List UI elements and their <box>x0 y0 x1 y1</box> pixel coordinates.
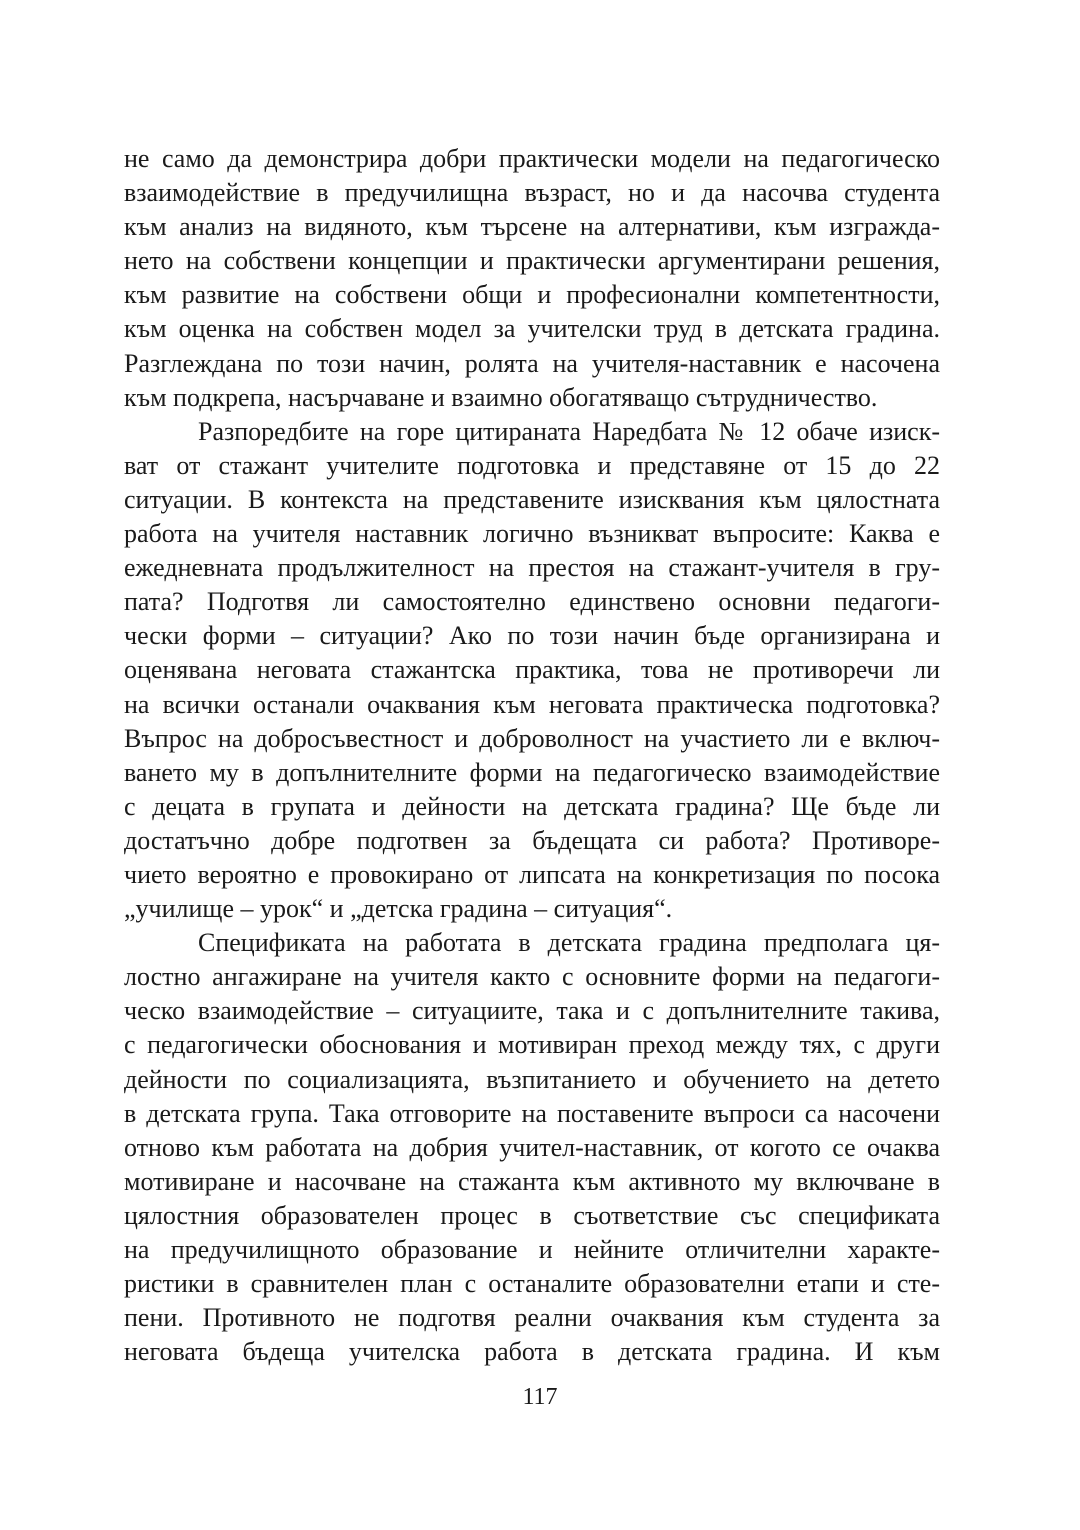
text-line: нето на собствени концепции и практически аргументирани решения, <box>124 246 940 276</box>
page-number: 117 <box>522 1384 558 1410</box>
text-line: Разглеждана по този начин, ролята на учителя-наставник е насочена <box>124 348 940 378</box>
text-line: „училище – урок“ и „детска градина – ситуация“. <box>124 894 673 924</box>
text-line: към развитие на собствени общи и професионални компетентности, <box>124 280 940 310</box>
text-line: достатъчно добре подготвен за бъдещата си работа? Противоре- <box>124 825 940 855</box>
text-line: неговата бъдеща учителска работа в детската градина. И към <box>124 1337 940 1367</box>
text-line: Разпоредбите на горе цитираната Наредбата № 12 обаче изиск- <box>198 416 940 446</box>
text-line: отново към работата на добрия учител-наставник, от когото се очаква <box>124 1132 940 1162</box>
text-line: ежедневната продължителност на престоя на стажант-учителя в гру- <box>124 553 940 583</box>
text-line: дейности по социализацията, възпитанието и обучението на детето <box>124 1064 940 1094</box>
text-line: работа на учителя наставник логично възникват въпросите: Каква е <box>124 519 940 549</box>
text-line: оценявана неговата стажантска практика, това не противоречи ли <box>124 655 940 685</box>
text-line: ват от стажант учителите подготовка и представяне от 15 до 22 <box>124 450 940 480</box>
text-line: на всички останали очаквания към неговата практическа подготовка? <box>124 689 940 719</box>
text-line: чески форми – ситуации? Ако по този начин бъде организирана и <box>124 621 940 651</box>
text-line: към подкрепа, насърчаване и взаимно обогатяващо сътрудничество. <box>124 382 878 412</box>
text-line: към анализ на видяното, към търсене на алтернативи, към изгражда- <box>124 212 940 242</box>
text-line: ситуации. В контекста на представените изисквания към цялостната <box>124 484 940 514</box>
body-text <box>124 142 940 1369</box>
text-line: чието вероятно е провокирано от липсата на конкретизация по посока <box>124 859 940 889</box>
text-line: в детската група. Така отговорите на поставените въпроси са насочени <box>124 1098 940 1128</box>
text-line: Въпрос на добросъвестност и доброволност на участието ли е включ- <box>124 723 940 753</box>
text-line: към оценка на собствен модел за учителски труд в детската градина. <box>124 314 940 344</box>
text-line: не само да демонстрира добри практически модели на педагогическо <box>124 144 940 173</box>
text-line: взаимодействие в предучилищна възраст, но и да насочва студента <box>124 178 940 208</box>
text-line: цялостния образователен процес в съответствие със спецификата <box>124 1200 940 1230</box>
text-line: мотивиране и насочване на стажанта към активното му включване в <box>124 1166 940 1196</box>
text-line: пата? Подготвя ли самостоятелно единствено основни педагоги- <box>124 587 940 617</box>
text-line: лостно ангажиране на учителя както с основните форми на педагоги- <box>124 962 940 992</box>
text-line: ристики в сравнителен план с останалите образователни етапи и сте- <box>124 1269 940 1299</box>
text-line: ването му в допълнителните форми на педагогическо взаимодействие <box>124 757 940 787</box>
text-line: на предучилищното образование и нейните отличителни характе- <box>124 1235 940 1264</box>
text-line: пени. Противното не подготвя реални очаквания към студента за <box>124 1303 940 1333</box>
text-line: ческо взаимодействие – ситуациите, така и с допълнителните такива, <box>124 996 940 1026</box>
text-line: Спецификата на работата в детската градина предполага ця- <box>198 928 940 958</box>
text-line: с децата в групата и дейности на детската градина? Ще бъде ли <box>124 791 940 821</box>
text-line: с педагогически обоснования и мотивиран преход между тях, с други <box>124 1030 940 1060</box>
